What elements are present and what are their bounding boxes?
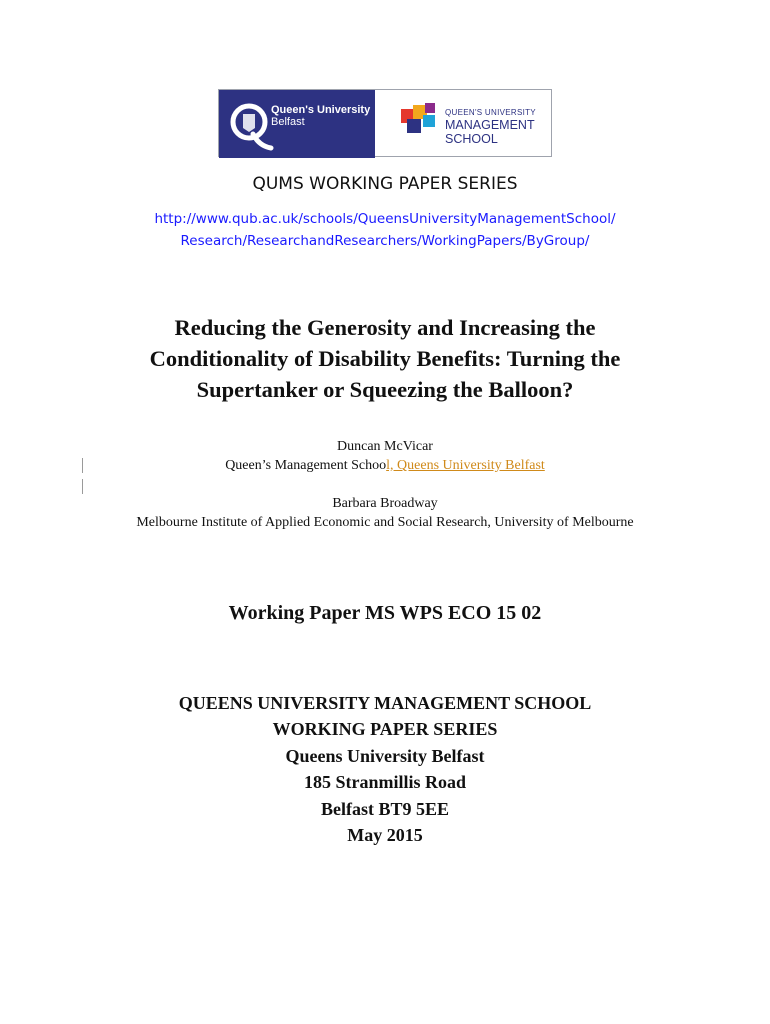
management-school-line3: SCHOOL — [445, 132, 498, 146]
address-line: WORKING PAPER SERIES — [272, 719, 498, 740]
change-bar — [82, 458, 83, 473]
tracked-change-insertion: l, Queens University Belfast — [386, 458, 545, 473]
paper-title-line3: Supertanker or Squeezing the Balloon? — [196, 377, 574, 402]
paper-title-line2: Conditionality of Disability Benefits: Turning the — [149, 346, 621, 371]
qub-logo — [219, 90, 375, 158]
qub-q-emblem-icon — [229, 98, 275, 152]
management-school-line2: MANAGEMENT — [445, 118, 535, 132]
change-bar — [82, 479, 83, 494]
author-affiliation: Melbourne Institute of Applied Economic and Social Research, University of Melbourne — [136, 515, 634, 530]
address-line: 185 Stranmillis Road — [303, 772, 467, 793]
management-school-mark-icon — [399, 101, 439, 135]
author-affiliation — [0, 458, 770, 474]
publisher-address — [0, 690, 770, 848]
paper-title-line1: Reducing the Generosity and Increasing the — [174, 315, 596, 340]
author-name: Duncan McVicar — [337, 439, 433, 454]
qub-logo-line1: Queen's University — [271, 104, 371, 116]
address-line: QUEENS UNIVERSITY MANAGEMENT SCHOOL — [178, 693, 592, 713]
address-line: Belfast BT9 5EE — [320, 798, 449, 819]
publication-date: May 2015 — [347, 825, 423, 846]
author-name: Barbara Broadway — [332, 496, 438, 511]
paper-title — [100, 312, 670, 405]
series-url-line2[interactable]: Research/ResearchandResearchers/WorkingPapers/ByGroup/ — [180, 233, 590, 249]
series-url-line1[interactable]: http://www.qub.ac.uk/schools/QueensUniversityManagementSchool/ — [154, 211, 616, 227]
affiliation-text: Queen’s Management Schoo — [225, 458, 387, 473]
qub-logo-line2: Belfast — [271, 116, 305, 128]
address-line: Queens University Belfast — [285, 745, 485, 766]
management-school-line1: QUEEN'S UNIVERSITY — [445, 108, 536, 117]
working-paper-number: Working Paper MS WPS ECO 15 02 — [228, 602, 542, 624]
series-heading: QUMS WORKING PAPER SERIES — [252, 174, 518, 194]
logo-banner — [218, 89, 552, 157]
